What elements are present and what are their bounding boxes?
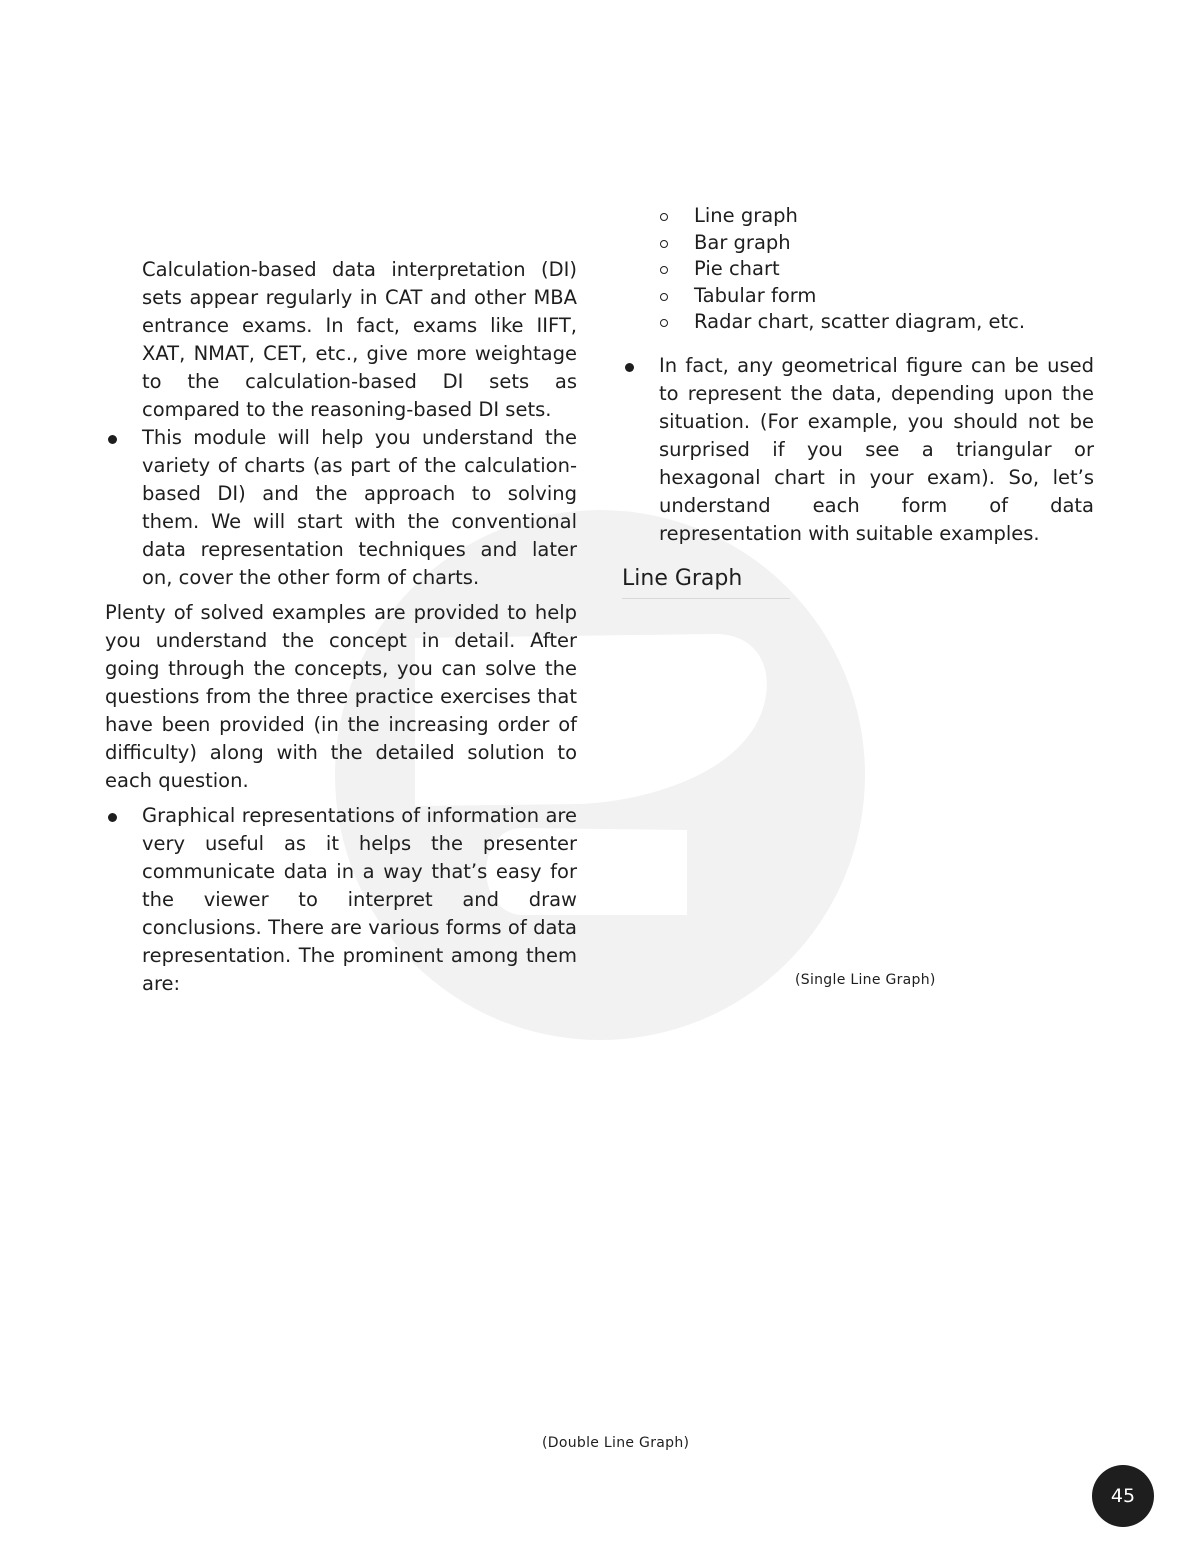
- bullet-graphical-text: Graphical representations of information are very useful as it helps the presenter communicate data in a way that’s easy for the viewer to interpret and draw conclusions. There are various forms of data representation. The prominent among them are:: [142, 804, 577, 995]
- bullet-icon: [108, 435, 117, 444]
- list-item-label: Pie chart: [694, 257, 780, 280]
- circle-bullet-icon: [660, 213, 668, 221]
- list-item-label: Radar chart, scatter diagram, etc.: [694, 310, 1026, 333]
- bullet-graphical-representations: [105, 802, 577, 998]
- list-item: [658, 309, 1094, 336]
- list-item-label: Bar graph: [694, 230, 791, 254]
- list-item: [658, 203, 1094, 230]
- section-heading-line-graph: Line Graph: [622, 564, 790, 599]
- intro-paragraph: Calculation-based data interpretation (DI) sets appear regularly in CAT and other MBA entrance exams. In fact, exams like IIFT, XAT, NMAT, CET, etc., give more weightage to the calculation-based DI sets as compared to the reasoning-based DI sets.: [142, 258, 577, 421]
- list-item: [658, 256, 1094, 283]
- left-column: [105, 256, 577, 998]
- solved-examples-paragraph: Plenty of solved examples are provided to help you understand the concept in detail. After going through the concepts, you can solve the questions from the three practice exercises that have been provided (in the increasing order of difficulty) along with the detailed solution to each question.: [105, 601, 577, 792]
- caption-double-line-graph: (Double Line Graph): [542, 1435, 690, 1451]
- bullet-module-text: This module will help you understand the variety of charts (as part of the calculation-based DI) and the approach to solving them. We will start with the conventional data representation techniques and later on, cover the other form of charts.: [142, 426, 577, 589]
- bullet-module-overview: [105, 424, 577, 592]
- circle-bullet-icon: [660, 266, 668, 274]
- bullet-icon: [625, 363, 634, 372]
- circle-bullet-icon: [660, 240, 668, 248]
- page-number-badge: 45: [1092, 1465, 1154, 1527]
- list-item: [658, 283, 1094, 310]
- right-column: [622, 203, 1094, 599]
- circle-bullet-icon: [660, 319, 668, 327]
- circle-bullet-icon: [660, 293, 668, 301]
- bullet-geometric-text: In fact, any geometrical figure can be used to represent the data, depending upon the situation. (For example, you should not be surprised if you see a triangular or hexagonal chart in your exam). So, let’s understand each form of data representation with suitable examples.: [659, 353, 1094, 545]
- list-item-label: Tabular form: [694, 283, 817, 307]
- representation-forms-list: [658, 203, 1094, 336]
- list-item-label: Line graph: [694, 204, 798, 227]
- bullet-icon: [108, 813, 117, 822]
- list-item: [658, 230, 1094, 257]
- bullet-geometric-figures: [622, 352, 1094, 548]
- caption-single-line-graph: (Single Line Graph): [795, 972, 936, 988]
